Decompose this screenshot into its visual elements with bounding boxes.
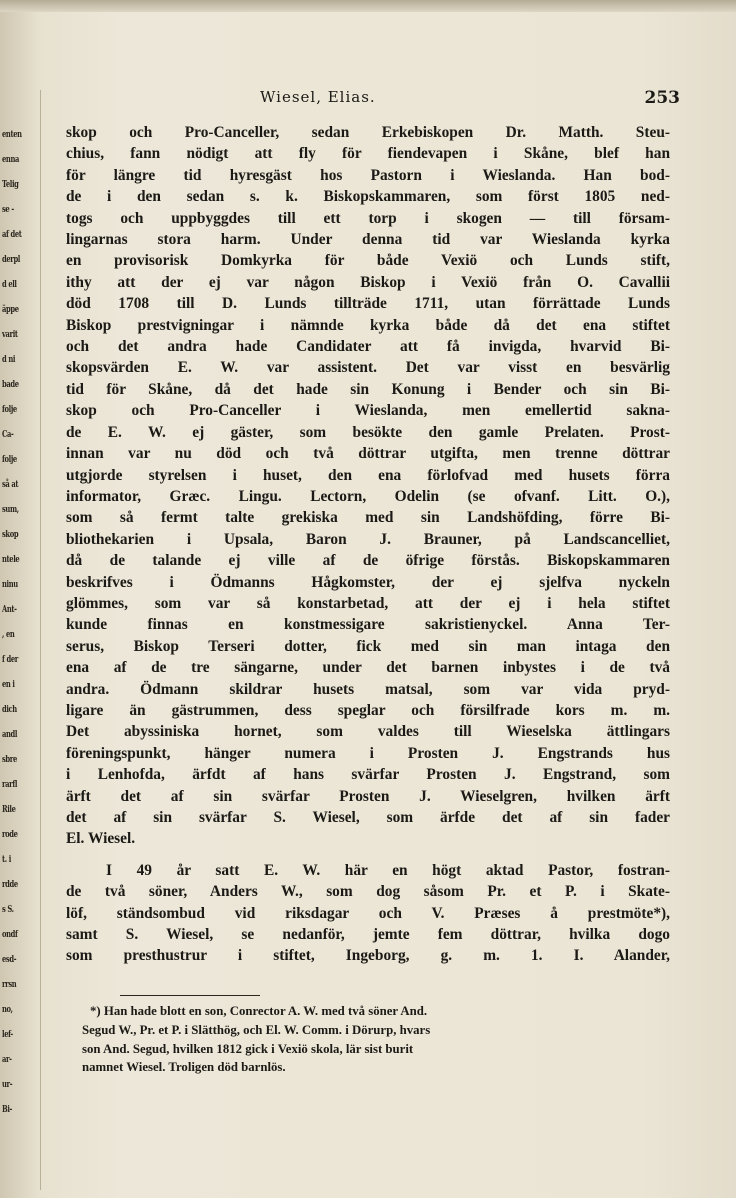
text-line: skop och Pro-Canceller, sedan Erkebiskopen Dr. Matth. Steu- [66, 124, 670, 141]
text-line: lingarnas stora harm. Under denna tid var Wieslanda kyrka [66, 231, 670, 249]
text-line: skopsvärden E. W. var assistent. Det var visst en besvärlig [66, 359, 670, 377]
gutter-fragment: rode [2, 830, 18, 840]
text-line: de två söner, Anders W., som dog såsom Pr. et P. i Skate- [66, 883, 670, 901]
text-line: skop och Pro-Canceller i Wieslanda, men emellertid sakna- [66, 402, 670, 420]
gutter-fragment: så at [2, 480, 19, 490]
text-line: samt S. Wiesel, se nedanför, jemte fem döttrar, hvilka dogo [66, 926, 670, 944]
text-line: innan var nu död och två döttrar utgifta, men trenne döttrar [66, 445, 670, 463]
gutter-fragment: enten [2, 130, 22, 140]
text-line: då de talande ej ville af de öfrige förstås. Biskopskammaren [66, 552, 670, 570]
text-line: död 1708 till D. Lunds tillträde 1711, utan förrättade Lunds [66, 295, 670, 313]
footnote-line: son And. Segud, hvilken 1812 gick i Vexiö skola, lär sist burit [82, 1041, 414, 1056]
gutter-fragment: bade [2, 380, 19, 390]
gutter-fragment: lef- [2, 1030, 13, 1040]
footnote-line: namnet Wiesel. Troligen död barnlös. [82, 1060, 286, 1075]
gutter-fragment: af det [2, 230, 22, 240]
text-line: kunde finnas en konstmessigare sakristienyckel. Anna Ter- [66, 616, 670, 634]
gutter-fragment: no, [2, 1005, 13, 1015]
gutter-fragment: folje [2, 455, 17, 465]
gutter-fragment: Ca- [2, 430, 14, 440]
text-line: El. Wiesel. [66, 830, 136, 848]
body-text [66, 122, 670, 967]
text-line: och det andra hade Candidater att få invigda, hvarvid Bi- [66, 338, 670, 356]
gutter-fragment: skop [2, 530, 19, 540]
text-line: I 49 år satt E. W. här en högt aktad Pastor, fostran- [106, 861, 670, 879]
footnote-rule [120, 995, 260, 996]
gutter-fragment: folje [2, 405, 17, 415]
text-line: serus, Biskop Terseri dotter, fick med sin man intaga den [66, 637, 670, 655]
gutter-fragment: , en [2, 630, 15, 640]
gutter-fragment: derpl [2, 255, 20, 265]
gutter-fragment: se - [2, 205, 14, 215]
text-line: de i den sedan s. k. Biskopskammaren, som först 1805 ned- [66, 188, 670, 206]
text-line: chius, fann nödigt att fly för fiendevapen i Skåne, blef han [66, 145, 670, 163]
text-line: tid för Skåne, då det hade sin Konung i Bender och sin Bi- [66, 380, 670, 398]
gutter-fragment: sum, [2, 505, 19, 515]
gutter-fragment: t. i [2, 855, 11, 865]
text-line: ena af de tre sängarne, under det barnen inbystes i de två [66, 659, 670, 677]
gutter-fragment: Bi- [2, 1105, 12, 1115]
gutter-fragment: d ell [2, 280, 17, 290]
gutter-fragment: Telig [2, 180, 19, 190]
gutter-fragment: Ant- [2, 605, 17, 615]
text-line: ithy att der ej var någon Biskop i Vexiö från O. Cavallii [66, 273, 670, 291]
gutter-fragment: f der [2, 655, 18, 665]
text-line: ärft det af sin svärfar Prosten J. Wieselgren, hvilken ärft [66, 787, 670, 805]
text-line: bliothekarien i Upsala, Baron J. Brauner, på Landscancelliet, [66, 530, 670, 548]
previous-page-gutter [0, 90, 41, 1190]
text-line: andra. Ödmann skildrar husets matsal, som var vida pryd- [66, 680, 670, 698]
gutter-fragment: sbre [2, 755, 17, 765]
text-line: i Lenhofda, ärfdt af hans svärfar Prosten J. Engstrand, som [66, 766, 670, 784]
text-line: glömmes, som var så konstarbetad, att der ej i hela stiftet [66, 594, 670, 612]
gutter-fragment: äppe [2, 305, 19, 315]
text-line: togs och uppbyggdes till ett torp i skogen — till försam- [66, 209, 670, 227]
gutter-fragment: rrsn [2, 980, 17, 990]
gutter-fragment: andl [2, 730, 18, 740]
gutter-fragment: en i [2, 680, 15, 690]
gutter-fragment: varit [2, 330, 18, 340]
gutter-fragment: ondf [2, 930, 18, 940]
text-line: Biskop prestvigningar i nämnde kyrka både då det ena stiftet [66, 316, 670, 334]
text-line: en provisorisk Domkyrka för både Vexiö och Lunds stift, [66, 252, 670, 270]
gutter-fragment: rdde [2, 880, 18, 890]
gutter-fragment: ninu [2, 580, 18, 590]
text-line: föreningspunkt, hänger numera i Prosten J. Engstrands hus [66, 744, 670, 762]
gutter-fragment: Rile [2, 805, 16, 815]
gutter-fragment: ur- [2, 1080, 13, 1090]
text-line: de E. W. ej gäster, som besökte den gamle Prelaten. Prost- [66, 423, 670, 441]
page-number: 253 [644, 88, 680, 108]
paragraph-gap [66, 850, 670, 860]
gutter-fragment: enna [2, 155, 19, 165]
text-line: som så fermt talte grekiska med sin Landshöfding, förre Bi- [66, 509, 670, 527]
gutter-fragment: dich [2, 705, 17, 715]
text-line: löf, ständsombud vid riksdagar och V. Præses å prestmöte*), [66, 904, 670, 922]
footnote-line: Segud W., Pr. et P. i Slätthög, och El. W. Comm. i Dörurp, hvars [82, 1022, 431, 1037]
text-line: informator, Græc. Lingu. Lectorn, Odelin (se ofvanf. Litt. O.), [66, 487, 670, 505]
page-fold-shadow [0, 0, 736, 12]
footnote-line: *) Han hade blott en son, Conrector A. W. med två söner And. [90, 1004, 428, 1018]
footnote [82, 1002, 672, 1077]
gutter-fragment: d ni [2, 355, 16, 365]
gutter-fragment: ntele [2, 555, 20, 565]
text-line: ligare än gästrummen, dess speglar och försilfrade kors m. m. [66, 701, 670, 719]
gutter-fragment: rarfl [2, 780, 18, 790]
text-line: det af sin svärfar S. Wiesel, som ärfde det af sin fader [66, 809, 670, 826]
text-line: som presthustrur i stiftet, Ingeborg, g. m. 1. I. Alander, [66, 947, 670, 965]
page-header [260, 88, 680, 112]
gutter-fragment: esd- [2, 955, 17, 965]
gutter-fragment: ar- [2, 1055, 12, 1065]
gutter-fragment: s S. [2, 905, 14, 915]
text-line: utgjorde styrelsen i huset, den ena förlofvad med husets förra [66, 466, 670, 484]
text-line: Det abyssiniska hornet, som valdes till Wieselska ättlingars [66, 723, 670, 741]
running-head: Wiesel, Elias. [260, 88, 376, 106]
text-line: för längre tid hyresgäst hos Pastorn i Wieslanda. Han bod- [66, 166, 670, 184]
text-line: beskrifves i Ödmanns Hågkomster, der ej sjelfva nyckeln [66, 573, 670, 591]
